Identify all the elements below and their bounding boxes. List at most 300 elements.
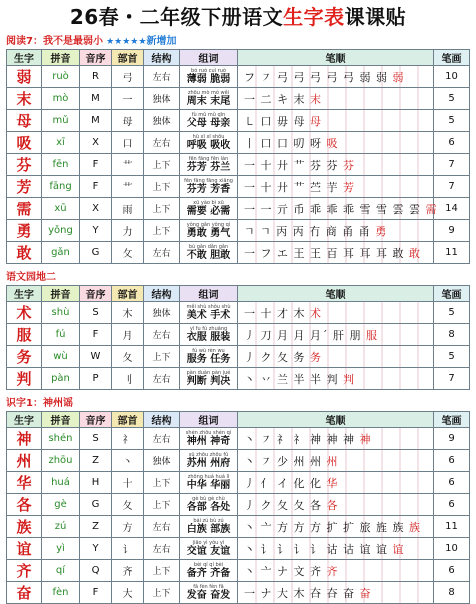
column-header-words: 组词 xyxy=(180,412,238,428)
structure-cell: 上下 xyxy=(144,176,180,198)
words-cell xyxy=(180,516,238,538)
words-pinyin: bèi qí qí bèi xyxy=(193,561,224,568)
words-chars: 服务 任务 xyxy=(186,353,231,365)
words-pinyin: hū xī xī shōu xyxy=(192,133,225,140)
strokes-cell xyxy=(238,346,434,368)
stroke-final-char: 弱 xyxy=(392,70,405,84)
radical-cell: 弓 xyxy=(112,66,144,88)
strokes-cell xyxy=(238,582,434,604)
stroke-sequence: 丶 亠 方 方 方 扩 扩 旅 旌 族 xyxy=(244,520,409,534)
char-cell: 服 xyxy=(7,324,42,346)
char-cell: 敢 xyxy=(7,242,42,264)
stroke-sequence: 一 十 廾 艹 苎 芋 xyxy=(244,180,343,194)
words-cell xyxy=(180,88,238,110)
char-cell: 族 xyxy=(7,516,42,538)
words-cell xyxy=(180,132,238,154)
page-title xyxy=(0,0,476,34)
words-chars: 周末 末尾 xyxy=(186,95,231,107)
radical-cell: 艹 xyxy=(112,154,144,176)
pinyin-cell: shén xyxy=(42,428,80,450)
column-header-seq: 音序 xyxy=(80,50,112,66)
pinyin-cell: fú xyxy=(42,324,80,346)
structure-cell: 左右 xyxy=(144,516,180,538)
stroke-final-char: 吸 xyxy=(326,136,339,150)
stroke-count-cell: 11 xyxy=(434,242,470,264)
stroke-sequence: ㇄ 口 毋 母 xyxy=(244,114,310,128)
pinyin-cell: ruò xyxy=(42,66,80,88)
radical-cell: 礻 xyxy=(112,428,144,450)
radical-cell: 力 xyxy=(112,220,144,242)
structure-cell: 上下 xyxy=(144,560,180,582)
stroke-sequence: 丿 亻 イ 化 化 xyxy=(244,476,327,490)
section-heading xyxy=(0,396,476,411)
char-cell: 判 xyxy=(7,368,42,390)
strokes-cell xyxy=(238,176,434,198)
table-row xyxy=(7,516,470,538)
strokes-cell xyxy=(238,538,434,560)
words-cell xyxy=(180,538,238,560)
radical-cell: 一 xyxy=(112,88,144,110)
stroke-sequence: 一 フ エ 王 王 百 耳 耳 耳 敢 xyxy=(244,246,409,260)
stroke-final-char: 齐 xyxy=(326,564,339,578)
column-header-pinyin: 拼音 xyxy=(42,50,80,66)
column-header-words: 组词 xyxy=(180,50,238,66)
stroke-sequence: 丿 ク 夂 夂 各 xyxy=(244,498,327,512)
stroke-final-char: 芳 xyxy=(342,180,355,194)
column-header-strokes: 笔顺 xyxy=(238,412,434,428)
table-row xyxy=(7,582,470,604)
table-row xyxy=(7,88,470,110)
pinyin-cell: fèn xyxy=(42,582,80,604)
sequence-cell: X xyxy=(80,132,112,154)
stroke-sequence: 丶 亠 ナ 文 齐 xyxy=(244,564,327,578)
column-header-strokes: 笔顺 xyxy=(238,286,434,302)
sequence-cell: M xyxy=(80,88,112,110)
stroke-count-cell: 9 xyxy=(434,428,470,450)
words-pinyin: jiāo yì yǒu yì xyxy=(192,539,225,546)
words-chars: 薄弱 脆弱 xyxy=(186,73,231,85)
structure-cell: 左右 xyxy=(144,368,180,390)
words-cell xyxy=(180,154,238,176)
stroke-count-cell: 5 xyxy=(434,110,470,132)
stroke-count-cell: 5 xyxy=(434,346,470,368)
stroke-sequence: 丶 丷 兰 半 半 判 xyxy=(244,372,343,386)
stroke-sequence: 一 ナ 大 木 夻 夻 奋 xyxy=(244,586,360,600)
stroke-sequence: 丨 口 口 叨 呀 xyxy=(244,136,327,150)
table-row xyxy=(7,154,470,176)
table-row xyxy=(7,538,470,560)
structure-cell: 上下 xyxy=(144,154,180,176)
stroke-count-cell: 5 xyxy=(434,88,470,110)
sequence-cell: Z xyxy=(80,516,112,538)
words-pinyin: zhōu mò mò wěi xyxy=(187,89,230,96)
strokes-cell xyxy=(238,198,438,220)
strokes-cell xyxy=(238,560,434,582)
sequence-cell: F xyxy=(80,154,112,176)
words-cell xyxy=(180,346,238,368)
strokes-cell xyxy=(238,88,434,110)
structure-cell: 左右 xyxy=(144,538,180,560)
char-cell: 神 xyxy=(7,428,42,450)
column-header-char: 生字 xyxy=(7,286,42,302)
section-title: 识字1：神州谣 xyxy=(6,398,73,409)
pinyin-cell: yì xyxy=(42,538,80,560)
sequence-cell: G xyxy=(80,242,112,264)
pinyin-cell: fēn xyxy=(42,154,80,176)
stroke-final-char: 州 xyxy=(326,454,339,468)
stroke-sequence: 丶 ㇇ 礻 礻 神 神 神 xyxy=(244,432,360,446)
char-cell: 各 xyxy=(7,494,42,516)
sequence-cell: G xyxy=(80,494,112,516)
stroke-count-cell: 14 xyxy=(434,198,470,220)
strokes-cell xyxy=(238,110,434,132)
strokes-cell xyxy=(238,450,434,472)
table-row xyxy=(7,198,470,220)
structure-cell: 左右 xyxy=(144,428,180,450)
column-header-pinyin: 拼音 xyxy=(42,286,80,302)
words-pinyin: gè bù gè chù xyxy=(192,495,225,502)
words-chars: 白族 部族 xyxy=(186,523,231,535)
structure-cell: 左右 xyxy=(144,324,180,346)
words-pinyin: xū yào bì xū xyxy=(193,199,224,206)
stroke-final-char: 末 xyxy=(310,92,322,106)
column-header-char: 生字 xyxy=(7,412,42,428)
strokes-cell xyxy=(238,242,434,264)
words-chars: 呼吸 吸收 xyxy=(186,139,231,151)
strokes-cell xyxy=(238,154,434,176)
radical-cell: 口 xyxy=(112,132,144,154)
pinyin-cell: wù xyxy=(42,346,80,368)
section-heading xyxy=(0,270,476,285)
column-header-count: 笔画 xyxy=(434,412,470,428)
stroke-sequence: 一 一 亓 币 乖 乖 乖 雪 雪 雲 雲 xyxy=(244,202,426,216)
table-row xyxy=(7,132,470,154)
char-cell: 术 xyxy=(7,302,42,324)
pinyin-cell: pàn xyxy=(42,368,80,390)
sequence-cell: P xyxy=(80,368,112,390)
stroke-final-char: 华 xyxy=(326,476,339,490)
column-header-structure: 结构 xyxy=(144,412,180,428)
stroke-count-cell: 11 xyxy=(434,516,470,538)
char-cell: 勇 xyxy=(7,220,42,242)
title-highlight: 生字表 xyxy=(283,5,345,29)
section-title: 阅读7：我不是最弱小 xyxy=(6,36,103,47)
radical-cell: 齐 xyxy=(112,560,144,582)
stroke-final-char: 术 xyxy=(310,306,322,320)
table-row xyxy=(7,220,470,242)
stroke-count-cell: 6 xyxy=(434,132,470,154)
words-pinyin: yī fu fú zhuāng xyxy=(189,325,228,332)
column-header-char: 生字 xyxy=(7,50,42,66)
stroke-final-char: 芬 xyxy=(342,158,355,172)
char-cell: 弱 xyxy=(7,66,42,88)
words-cell xyxy=(180,450,238,472)
table-row xyxy=(7,472,470,494)
structure-cell: 上下 xyxy=(144,198,180,220)
strokes-cell xyxy=(238,428,434,450)
words-cell xyxy=(180,582,238,604)
char-cell: 齐 xyxy=(7,560,42,582)
words-cell xyxy=(180,198,238,220)
pinyin-cell: zhōu xyxy=(42,450,80,472)
sequence-cell: W xyxy=(80,346,112,368)
column-header-words: 组词 xyxy=(180,286,238,302)
title-prefix: 26春・二年级下册语文 xyxy=(69,5,284,29)
stroke-sequence: 丿 ク 夂 务 xyxy=(244,350,310,364)
stroke-count-cell: 6 xyxy=(434,494,470,516)
sequence-cell: X xyxy=(80,198,112,220)
words-chars: 芬芳 芬兰 xyxy=(186,161,231,173)
stroke-final-char: 谊 xyxy=(392,542,405,556)
sequence-cell: Q xyxy=(80,560,112,582)
pinyin-cell: mò xyxy=(42,88,80,110)
words-chars: 交谊 友谊 xyxy=(186,545,231,557)
words-chars: 父母 母亲 xyxy=(186,117,231,129)
table-row xyxy=(7,428,470,450)
words-chars: 芬芳 芳香 xyxy=(186,183,231,195)
structure-cell: 上下 xyxy=(144,494,180,516)
words-chars: 需要 必需 xyxy=(186,205,231,217)
table-row xyxy=(7,324,470,346)
sequence-cell: Z xyxy=(80,450,112,472)
structure-cell: 左右 xyxy=(144,242,180,264)
words-pinyin: zhōng huá huá lì xyxy=(187,473,230,480)
stroke-count-cell: 10 xyxy=(434,538,470,560)
table-row xyxy=(7,368,470,390)
char-cell: 末 xyxy=(7,88,42,110)
pinyin-cell: fāng xyxy=(42,176,80,198)
pinyin-cell: xī xyxy=(42,132,80,154)
char-cell: 需 xyxy=(7,198,42,220)
pinyin-cell: huá xyxy=(42,472,80,494)
radical-cell: 母 xyxy=(112,110,144,132)
radical-cell: 夂 xyxy=(112,494,144,516)
words-cell xyxy=(180,560,238,582)
header-row xyxy=(7,50,470,66)
column-header-pinyin: 拼音 xyxy=(42,412,80,428)
words-chars: 苏州 州府 xyxy=(186,457,231,469)
radical-cell: 讠 xyxy=(112,538,144,560)
stroke-count-cell: 7 xyxy=(434,176,470,198)
pinyin-cell: mǔ xyxy=(42,110,80,132)
table-row xyxy=(7,494,470,516)
table-row xyxy=(7,560,470,582)
radical-cell: 丶 xyxy=(112,450,144,472)
words-chars: 各部 各处 xyxy=(186,501,231,513)
words-pinyin: yǒng gǎn yǒng qì xyxy=(186,221,231,228)
words-chars: 备齐 齐备 xyxy=(186,567,231,579)
stroke-sequence: 丶 讠 讠 讠 讠 诂 诂 谊 谊 xyxy=(244,542,393,556)
pinyin-cell: xū xyxy=(42,198,80,220)
stroke-final-char: 族 xyxy=(408,520,421,534)
words-pinyin: fú wù rèn wu xyxy=(192,347,225,354)
words-chars: 衣服 服装 xyxy=(186,331,231,343)
stroke-sequence: 一 二 キ 末 xyxy=(244,92,310,106)
stroke-sequence: ㄱ ㄱ 丙 丙 冇 商 甬 甬 xyxy=(244,224,376,238)
words-pinyin: bái zú bù zú xyxy=(193,517,224,524)
stroke-count-cell: 8 xyxy=(434,582,470,604)
char-cell: 芳 xyxy=(7,176,42,198)
structure-cell: 上下 xyxy=(144,582,180,604)
strokes-cell xyxy=(238,516,434,538)
words-pinyin: měi shù shǒu shù xyxy=(186,303,231,310)
stroke-sequence: 丿 刀 月 月 月ˊ 肝 朋 xyxy=(244,328,366,342)
strokes-cell xyxy=(238,132,434,154)
column-header-count: 笔画 xyxy=(434,286,470,302)
table-row xyxy=(7,302,470,324)
words-cell xyxy=(180,302,238,324)
column-header-seq: 音序 xyxy=(80,412,112,428)
stroke-count-cell: 6 xyxy=(434,560,470,582)
sequence-cell: Y xyxy=(80,220,112,242)
char-cell: 吸 xyxy=(7,132,42,154)
stroke-final-char: 敢 xyxy=(408,246,421,260)
words-pinyin: pàn duàn pàn jué xyxy=(186,369,231,376)
radical-cell: 木 xyxy=(112,302,144,324)
words-cell xyxy=(180,428,238,450)
char-cell: 谊 xyxy=(7,538,42,560)
stroke-final-char: 勇 xyxy=(375,224,388,238)
words-cell xyxy=(180,66,238,88)
words-chars: 判断 判决 xyxy=(186,375,231,387)
words-pinyin: bó ruò cuì ruò xyxy=(191,67,226,74)
pinyin-cell: gǎn xyxy=(42,242,80,264)
radical-cell: 十 xyxy=(112,472,144,494)
words-cell xyxy=(180,110,238,132)
sequence-cell: H xyxy=(80,472,112,494)
section-title: 语文园地二 xyxy=(6,272,56,283)
table-row xyxy=(7,346,470,368)
words-cell xyxy=(180,324,238,346)
structure-cell: 独体 xyxy=(144,110,180,132)
stroke-final-char: 各 xyxy=(326,498,339,512)
title-suffix: 课课贴 xyxy=(344,5,407,29)
words-cell xyxy=(180,494,238,516)
stroke-count-cell: 8 xyxy=(434,324,470,346)
stroke-count-cell: 6 xyxy=(434,450,470,472)
structure-cell: 上下 xyxy=(144,472,180,494)
structure-cell: 左右 xyxy=(144,132,180,154)
words-cell xyxy=(180,472,238,494)
words-chars: 不敢 胆敢 xyxy=(186,249,231,261)
structure-cell: 上下 xyxy=(144,346,180,368)
char-table xyxy=(6,411,470,604)
structure-cell: 左右 xyxy=(144,66,180,88)
header-row xyxy=(7,286,470,302)
words-cell xyxy=(180,176,238,198)
stroke-count-cell: 9 xyxy=(434,220,470,242)
stroke-count-cell: 10 xyxy=(434,66,470,88)
stroke-count-cell: 5 xyxy=(434,302,470,324)
sequence-cell: R xyxy=(80,66,112,88)
sequence-cell: F xyxy=(80,176,112,198)
stroke-sequence: 一 十 廾 艹 芬 芬 xyxy=(244,158,343,172)
words-pinyin: fēn fāng fāng xiāng xyxy=(184,177,233,184)
sequence-cell: M xyxy=(80,110,112,132)
table-row xyxy=(7,176,470,198)
radical-cell: 攵 xyxy=(112,242,144,264)
header-row xyxy=(7,412,470,428)
sections xyxy=(0,34,476,604)
stroke-final-char: 奋 xyxy=(359,586,372,600)
sequence-cell: F xyxy=(80,324,112,346)
new-badge: 新增加 xyxy=(146,36,177,47)
column-header-radical: 部首 xyxy=(112,50,144,66)
table-row xyxy=(7,66,470,88)
radical-cell: 夂 xyxy=(112,346,144,368)
char-cell: 务 xyxy=(7,346,42,368)
stroke-final-char: 服 xyxy=(365,328,378,342)
stroke-sequence: 一 十 才 木 xyxy=(244,306,310,320)
words-pinyin: fā fèn fèn fā xyxy=(193,583,224,590)
column-header-structure: 结构 xyxy=(144,286,180,302)
pinyin-cell: qí xyxy=(42,560,80,582)
structure-cell: 独体 xyxy=(144,88,180,110)
sequence-cell: S xyxy=(80,428,112,450)
radical-cell: 月 xyxy=(112,324,144,346)
radical-cell: 大 xyxy=(112,582,144,604)
char-table xyxy=(6,285,470,390)
radical-cell: 艹 xyxy=(112,176,144,198)
column-header-structure: 结构 xyxy=(144,50,180,66)
stroke-final-char: 母 xyxy=(310,114,322,128)
strokes-cell xyxy=(238,66,434,88)
section-heading xyxy=(0,34,476,49)
words-pinyin: fù mǔ mǔ qīn xyxy=(191,111,226,118)
table-row xyxy=(7,450,470,472)
words-pinyin: sū zhōu zhōu fǔ xyxy=(188,451,229,458)
structure-cell: 独体 xyxy=(144,450,180,472)
column-header-radical: 部首 xyxy=(112,412,144,428)
sequence-cell: F xyxy=(80,582,112,604)
pinyin-cell: gè xyxy=(42,494,80,516)
structure-cell: 独体 xyxy=(144,302,180,324)
column-header-seq: 音序 xyxy=(80,286,112,302)
char-cell: 奋 xyxy=(7,582,42,604)
words-chars: 勇敢 勇气 xyxy=(186,227,231,239)
table-row xyxy=(7,110,470,132)
structure-cell: 上下 xyxy=(144,220,180,242)
stroke-final-char: 神 xyxy=(359,432,372,446)
strokes-cell xyxy=(238,368,434,390)
words-chars: 美术 手术 xyxy=(186,309,231,321)
stroke-final-char: 务 xyxy=(310,350,322,364)
strokes-cell xyxy=(238,302,434,324)
strokes-cell xyxy=(238,494,434,516)
strokes-cell xyxy=(238,220,434,242)
stroke-final-char: 需 xyxy=(425,202,438,216)
char-cell: 华 xyxy=(7,472,42,494)
words-cell xyxy=(180,242,238,264)
char-table xyxy=(6,49,470,264)
strokes-cell xyxy=(238,472,434,494)
strokes-cell xyxy=(238,324,434,346)
words-cell xyxy=(180,220,238,242)
stroke-final-char: 判 xyxy=(342,372,355,386)
radical-cell: 雨 xyxy=(112,198,144,220)
words-chars: 中华 华丽 xyxy=(186,479,231,491)
column-header-strokes: 笔顺 xyxy=(238,50,434,66)
words-pinyin: fēn fāng fēn lán xyxy=(188,155,229,162)
words-pinyin: shén zhōu shén qí xyxy=(185,429,232,436)
radical-cell: 刂 xyxy=(112,368,144,390)
sequence-cell: S xyxy=(80,302,112,324)
words-chars: 神州 神奇 xyxy=(186,435,231,447)
stroke-sequence: 丶 ㇇ 少 州 州 xyxy=(244,454,327,468)
sequence-cell: Y xyxy=(80,538,112,560)
stroke-count-cell: 6 xyxy=(434,472,470,494)
pinyin-cell: yǒng xyxy=(42,220,80,242)
